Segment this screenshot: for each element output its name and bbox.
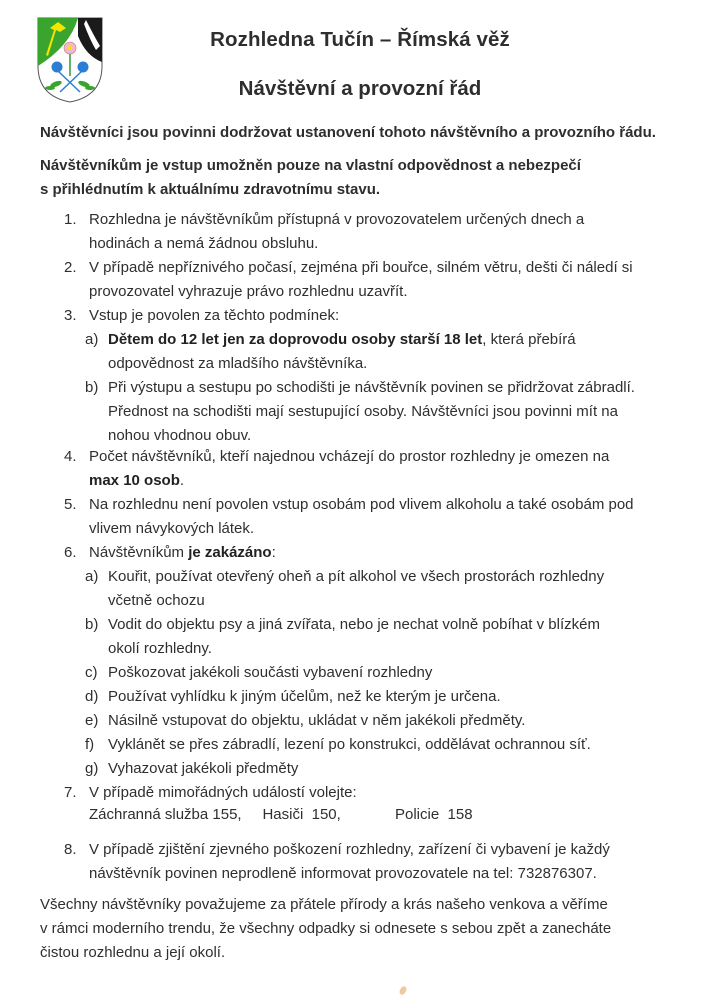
rule-number: 2. [64,259,77,276]
rule-3b [108,376,708,448]
closing-line: Všechny návštěvníky považujeme za přátele přírody a krás našeho venkova a věříme [40,896,608,913]
rule-number: 8. [64,841,77,858]
rule-bold: je zakázáno [188,544,272,561]
rule-line: Na rozhlednu není povolen vstup osobám pod vlivem alkoholu a také osobám pod [89,496,634,513]
coat-of-arms-logo [36,16,104,104]
rule-number: 1. [64,211,77,228]
rule-7: V případě mimořádných událostí volejte: [89,784,357,801]
rule-line: odpovědnost za mladšího návštěvníka. [108,355,368,372]
subrule-letter: g) [85,760,99,777]
rule-text: . [179,472,185,489]
closing-line: v rámci moderního trendu, že všechny odpadky si odnesete s sebou zpět a zanecháte [40,920,612,937]
rule-number: 7. [64,784,77,801]
subrule-letter: b) [85,379,99,396]
closing-line: čistou rozhlednu a její okolí. [40,944,226,961]
rule-6c: Poškozovat jakékoli součásti vybavení rozhledny [108,664,433,681]
rule-number: 6. [64,544,77,561]
rule-text: Návštěvníkům [89,544,189,561]
page-title: Rozhledna Tučín – Římská věž [210,28,510,51]
rule-6g: Vyhazovat jakékoli předměty [108,760,299,777]
rule-line: V případě nepříznivého počasí, zejména při bouřce, silném větru, dešti či náledí si [89,259,633,276]
subrule-letter: a) [85,568,99,585]
rule-line: Rozhledna je návštěvníkům přístupná v provozovatelem určených dnech a [89,211,585,228]
rule-line: Přednost na schodišti mají sestupující osoby. Návštěvníci jsou povinni mít na [108,403,618,420]
rule-number: 3. [64,307,77,324]
rule-line: hodinách a nemá žádnou obsluhu. [89,235,319,252]
rule-line: okolí rozhledny. [108,640,212,657]
rule-4 [89,445,709,493]
intro-line: s přihlédnutím k aktuálnímu zdravotnímu stavu. [40,181,381,198]
rule-line: návštěvník povinen neprodleně informovat provozovatele na tel: 732876307. [89,865,597,882]
rule-text: : [271,544,276,561]
paper-smudge [398,985,408,996]
subrule-letter: a) [85,331,99,348]
rule-1 [89,208,709,256]
rule-line: provozovatel vyhrazuje právo rozhlednu uzavřít. [89,283,408,300]
page-subtitle: Návštěvní a provozní řád [238,77,482,100]
rule-line: včetně ochozu [108,592,205,609]
intro-responsibility [40,154,581,202]
rule-6a [108,565,708,613]
subrule-letter: d) [85,688,99,705]
rule-number: 4. [64,448,77,465]
rule-3a [108,328,708,376]
rule-8 [89,838,709,886]
rule-3: Vstup je povolen za těchto podmínek: [89,307,340,324]
rule-bold: Dětem do 12 let jen za doprovodu osoby starší 18 let [108,331,483,348]
rule-5 [89,493,709,541]
subrule-letter: f) [85,736,95,753]
subrule-letter: b) [85,616,99,633]
emergency-contacts: Záchranná služba 155, Hasiči 150, Policie 158 [89,806,473,823]
closing-paragraph [40,893,690,965]
rule-number: 5. [64,496,77,513]
rule-line: vlivem návykových látek. [89,520,255,537]
rule-line: Počet návštěvníků, kteří najednou vcházejí do prostor rozhledny je omezen na [89,448,610,465]
rule-6 [89,541,709,565]
intro-obligation: Návštěvníci jsou povinni dodržovat ustanovení tohoto návštěvního a provozního řádu. [40,124,656,141]
rule-line: Kouřit, používat otevřený oheň a pít alkohol ve všech prostorách rozhledny [108,568,605,585]
intro-line: Návštěvníkům je vstup umožněn pouze na vlastní odpovědnost a nebezpečí [40,157,581,174]
rule-6f: Vyklánět se přes zábradlí, lezení po konstrukci, oddělávat ochrannou síť. [108,736,591,753]
rule-6d: Používat vyhlídku k jiným účelům, než ke kterým je určena. [108,688,501,705]
rule-line: Při výstupu a sestupu po schodišti je návštěvník povinen se přidržovat zábradlí. [108,379,635,396]
rule-line: nohou vhodnou obuv. [108,427,252,444]
rule-bold: max 10 osob [89,472,180,489]
rule-line: V případě zjištění zjevného poškození rozhledny, zařízení či vybavení je každý [89,841,610,858]
rule-text: , která přebírá [482,331,576,348]
rule-6e: Násilně vstupovat do objektu, ukládat v něm jakékoli předměty. [108,712,526,729]
subrule-letter: c) [85,664,98,681]
rule-line: Vodit do objektu psy a jiná zvířata, nebo je nechat volně pobíhat v blízkém [108,616,600,633]
subrule-letter: e) [85,712,99,729]
rule-6b [108,613,708,661]
rule-2 [89,256,709,304]
